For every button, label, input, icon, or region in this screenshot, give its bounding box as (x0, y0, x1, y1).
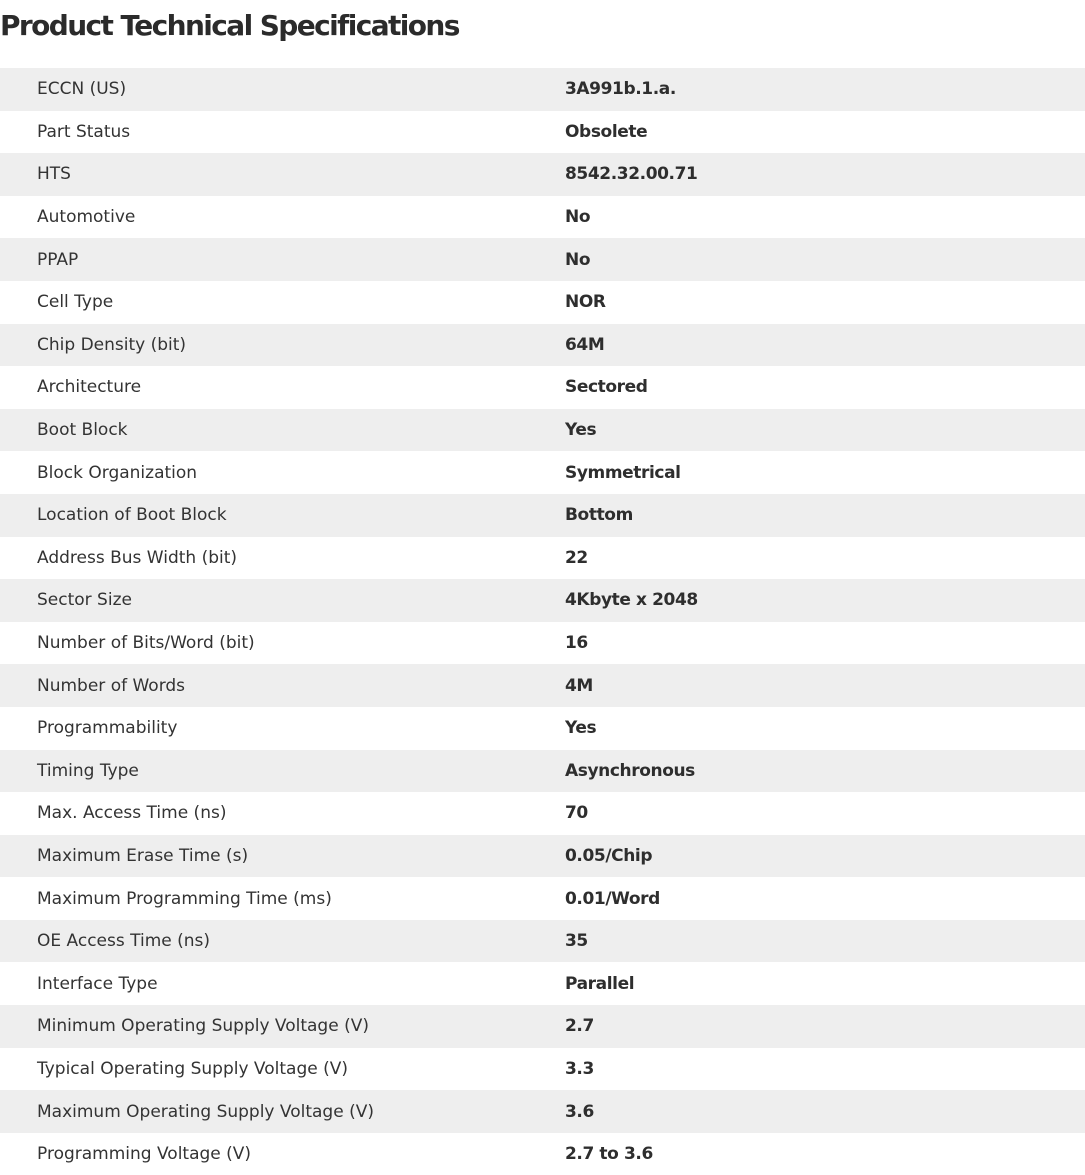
spec-value: 70 (565, 792, 1085, 835)
spec-value: 0.01/Word (565, 877, 1085, 920)
spec-value: 0.05/Chip (565, 835, 1085, 878)
spec-label: Typical Operating Supply Voltage (V) (0, 1048, 565, 1091)
spec-row (0, 835, 1085, 878)
spec-row (0, 1005, 1085, 1048)
page-title: Product Technical Specifications (0, 9, 459, 42)
spec-label: Address Bus Width (bit) (0, 537, 565, 580)
spec-row (0, 579, 1085, 622)
spec-value: NOR (565, 281, 1085, 324)
spec-label: Max. Access Time (ns) (0, 792, 565, 835)
spec-row (0, 877, 1085, 920)
spec-label: Number of Bits/Word (bit) (0, 622, 565, 665)
spec-row (0, 324, 1085, 367)
spec-row (0, 111, 1085, 154)
spec-value: 16 (565, 622, 1085, 665)
spec-value: 22 (565, 537, 1085, 580)
spec-value: Symmetrical (565, 451, 1085, 494)
spec-row (0, 622, 1085, 665)
spec-value: 3.6 (565, 1090, 1085, 1133)
spec-label: Minimum Operating Supply Voltage (V) (0, 1005, 565, 1048)
spec-label: Cell Type (0, 281, 565, 324)
spec-value: No (565, 238, 1085, 281)
spec-table-body (0, 68, 1085, 1175)
spec-value: 3A991b.1.a. (565, 68, 1085, 111)
spec-label: Programmability (0, 707, 565, 750)
spec-value: Yes (565, 409, 1085, 452)
spec-row (0, 750, 1085, 793)
spec-label: Location of Boot Block (0, 494, 565, 537)
spec-value: 8542.32.00.71 (565, 153, 1085, 196)
spec-value: Sectored (565, 366, 1085, 409)
spec-row (0, 494, 1085, 537)
spec-table (0, 68, 1085, 1175)
spec-row (0, 537, 1085, 580)
spec-row (0, 366, 1085, 409)
spec-value: 64M (565, 324, 1085, 367)
spec-label: Interface Type (0, 962, 565, 1005)
spec-row (0, 409, 1085, 452)
spec-row (0, 962, 1085, 1005)
spec-value: No (565, 196, 1085, 239)
spec-label: Programming Voltage (V) (0, 1133, 565, 1175)
spec-row (0, 153, 1085, 196)
spec-label: Maximum Programming Time (ms) (0, 877, 565, 920)
spec-row (0, 792, 1085, 835)
spec-row (0, 1090, 1085, 1133)
spec-value: Asynchronous (565, 750, 1085, 793)
spec-label: Maximum Operating Supply Voltage (V) (0, 1090, 565, 1133)
spec-label: OE Access Time (ns) (0, 920, 565, 963)
spec-label: Automotive (0, 196, 565, 239)
spec-value: Parallel (565, 962, 1085, 1005)
spec-row (0, 196, 1085, 239)
spec-label: PPAP (0, 238, 565, 281)
spec-value: 2.7 to 3.6 (565, 1133, 1085, 1175)
spec-row (0, 1048, 1085, 1091)
spec-row (0, 238, 1085, 281)
spec-value: 3.3 (565, 1048, 1085, 1091)
spec-row (0, 68, 1085, 111)
spec-label: ECCN (US) (0, 68, 565, 111)
spec-value: Bottom (565, 494, 1085, 537)
spec-value: 4Kbyte x 2048 (565, 579, 1085, 622)
spec-value: 2.7 (565, 1005, 1085, 1048)
spec-value: 4M (565, 664, 1085, 707)
spec-row (0, 664, 1085, 707)
spec-label: Timing Type (0, 750, 565, 793)
spec-label: Boot Block (0, 409, 565, 452)
spec-row (0, 1133, 1085, 1175)
spec-label: Sector Size (0, 579, 565, 622)
spec-value: Yes (565, 707, 1085, 750)
spec-label: Part Status (0, 111, 565, 154)
spec-label: HTS (0, 153, 565, 196)
spec-row (0, 707, 1085, 750)
spec-label: Maximum Erase Time (s) (0, 835, 565, 878)
spec-label: Architecture (0, 366, 565, 409)
spec-row (0, 920, 1085, 963)
spec-label: Chip Density (bit) (0, 324, 565, 367)
spec-label: Block Organization (0, 451, 565, 494)
spec-row (0, 281, 1085, 324)
spec-value: Obsolete (565, 111, 1085, 154)
spec-row (0, 451, 1085, 494)
spec-value: 35 (565, 920, 1085, 963)
spec-label: Number of Words (0, 664, 565, 707)
